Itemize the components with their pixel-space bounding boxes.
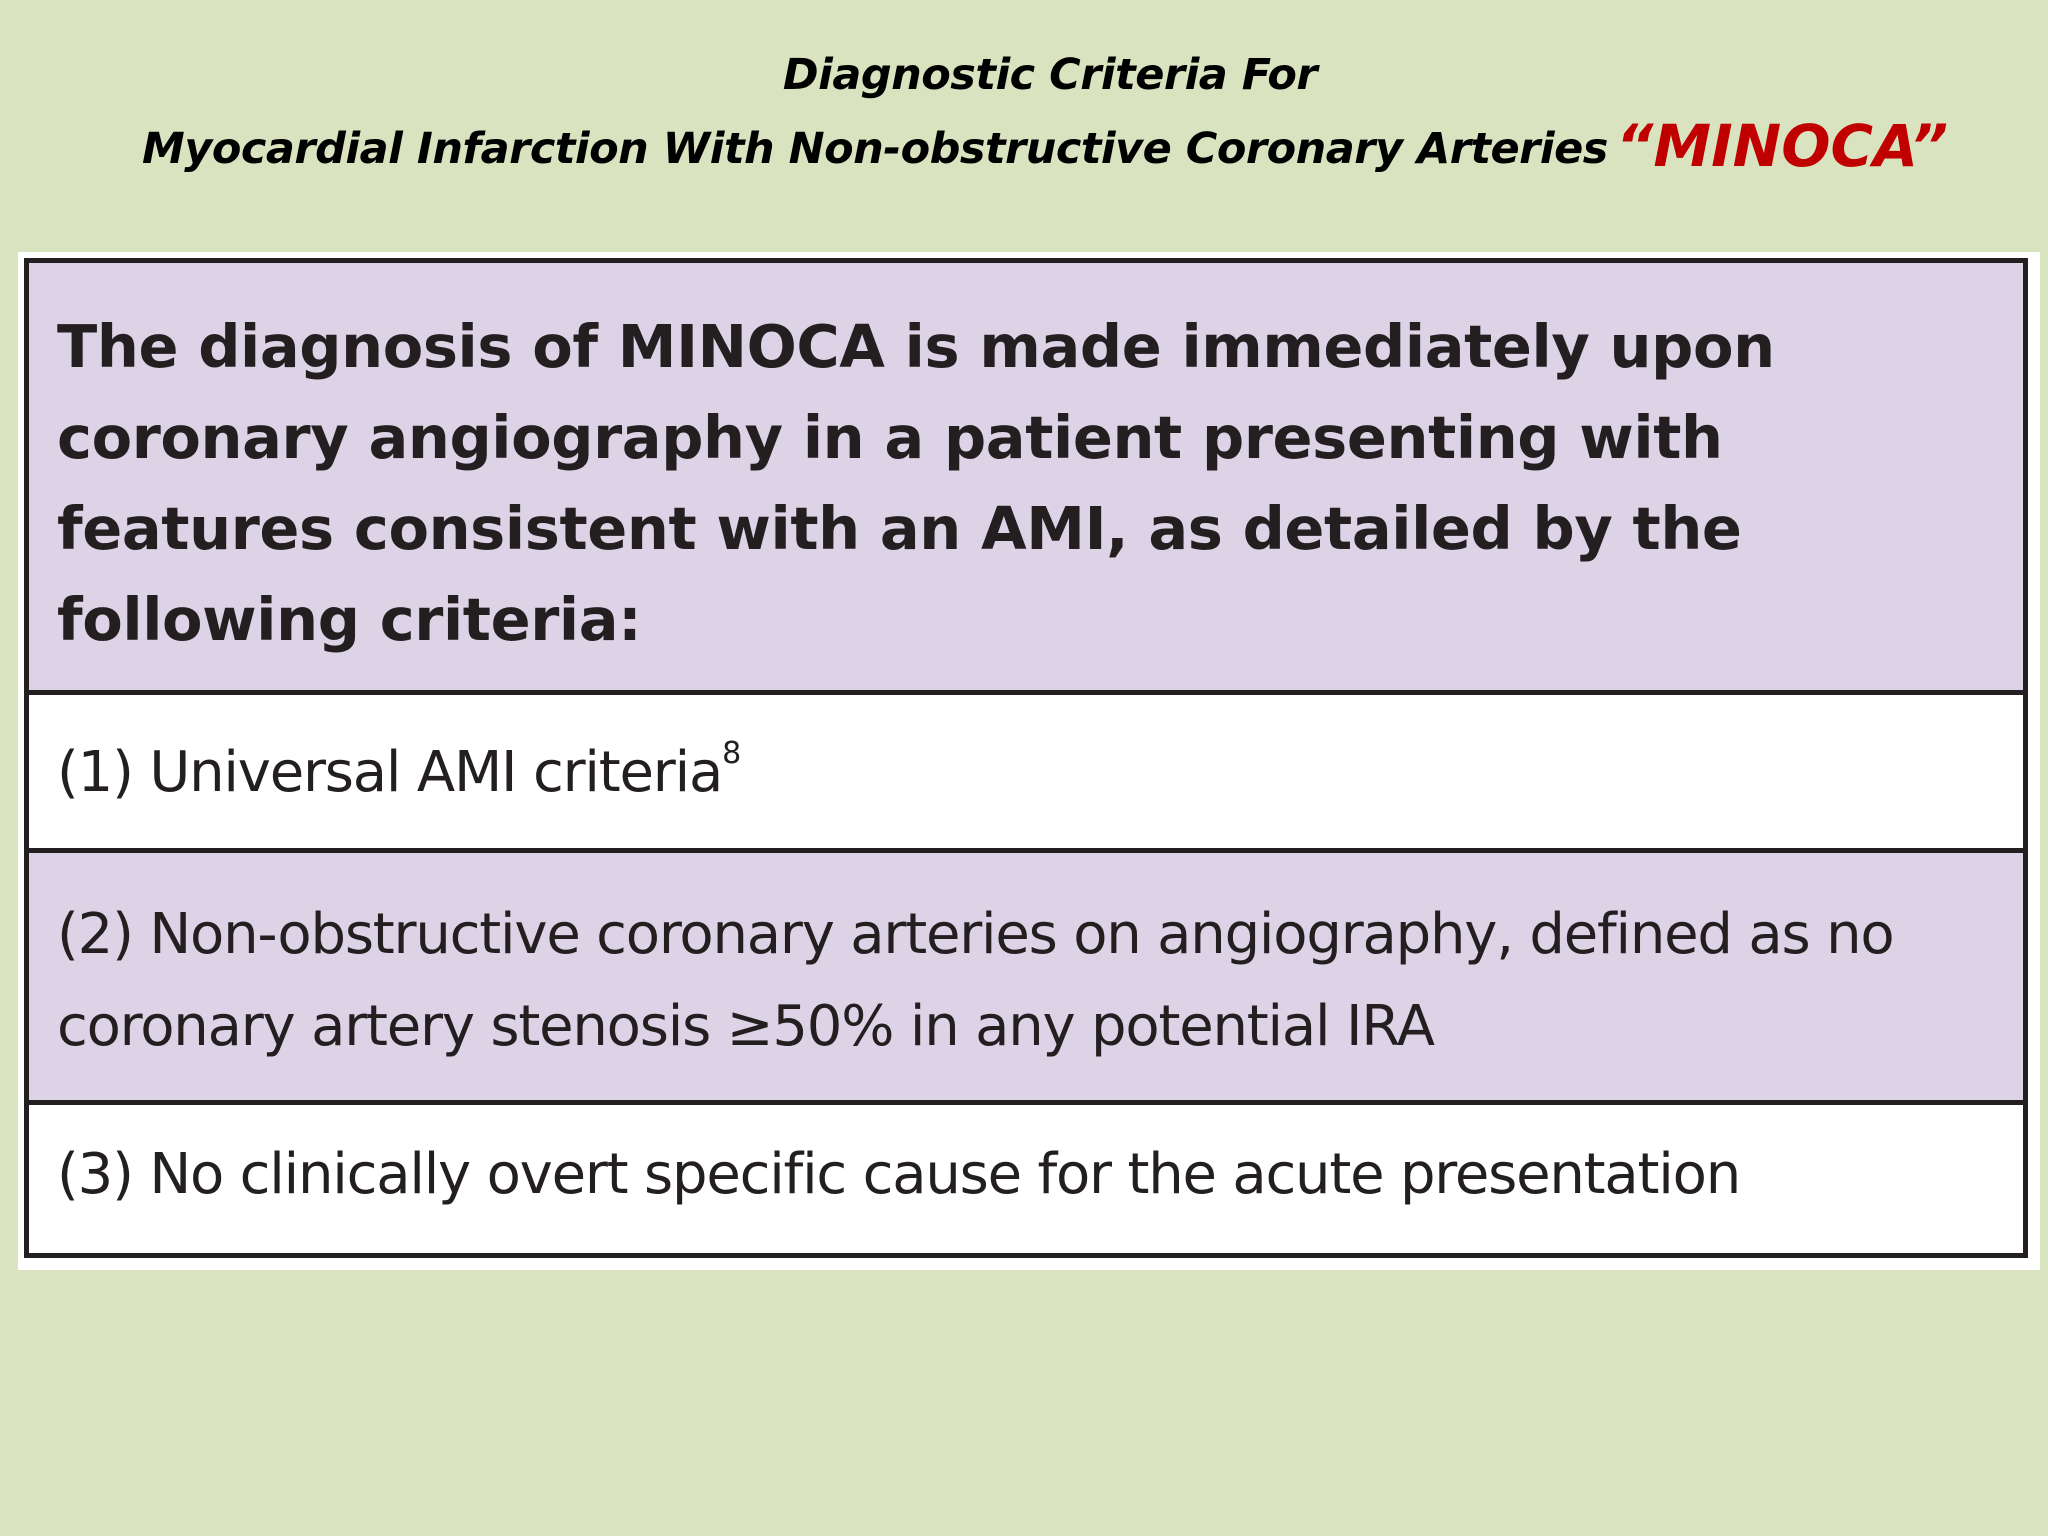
criterion-row-2 [29,853,2023,1105]
title-line-2: Myocardial Infarction With Non-obstructive Coronary Arteries [142,124,1608,174]
table-header-row [29,263,2023,695]
criterion-row-3 [29,1105,2023,1253]
title-line-1: Diagnostic Criteria For [782,50,1318,100]
criterion-1-reference: 8 [722,736,740,772]
criterion-2-text: (2) Non-obstructive coronary arteries on angiography, defined as no coronary artery stenosis ≥50% in any potential IRA [57,902,1894,1059]
criterion-1-label: (1) Universal AMI criteria [57,740,723,805]
criteria-table-frame [18,252,2040,1270]
table-header-text: The diagnosis of MINOCA is made immediately upon coronary angiography in a patient presenting with features consistent with an AMI, as detailed by the following criteria: [57,312,1775,654]
criterion-3-text: (3) No clinically overt specific cause for the acute presentation [57,1142,1741,1207]
title-acronym: “MINOCA” [1616,112,1949,180]
criterion-row-1 [29,695,2023,853]
criteria-table [24,258,2028,1258]
criterion-1-text [57,727,2007,819]
